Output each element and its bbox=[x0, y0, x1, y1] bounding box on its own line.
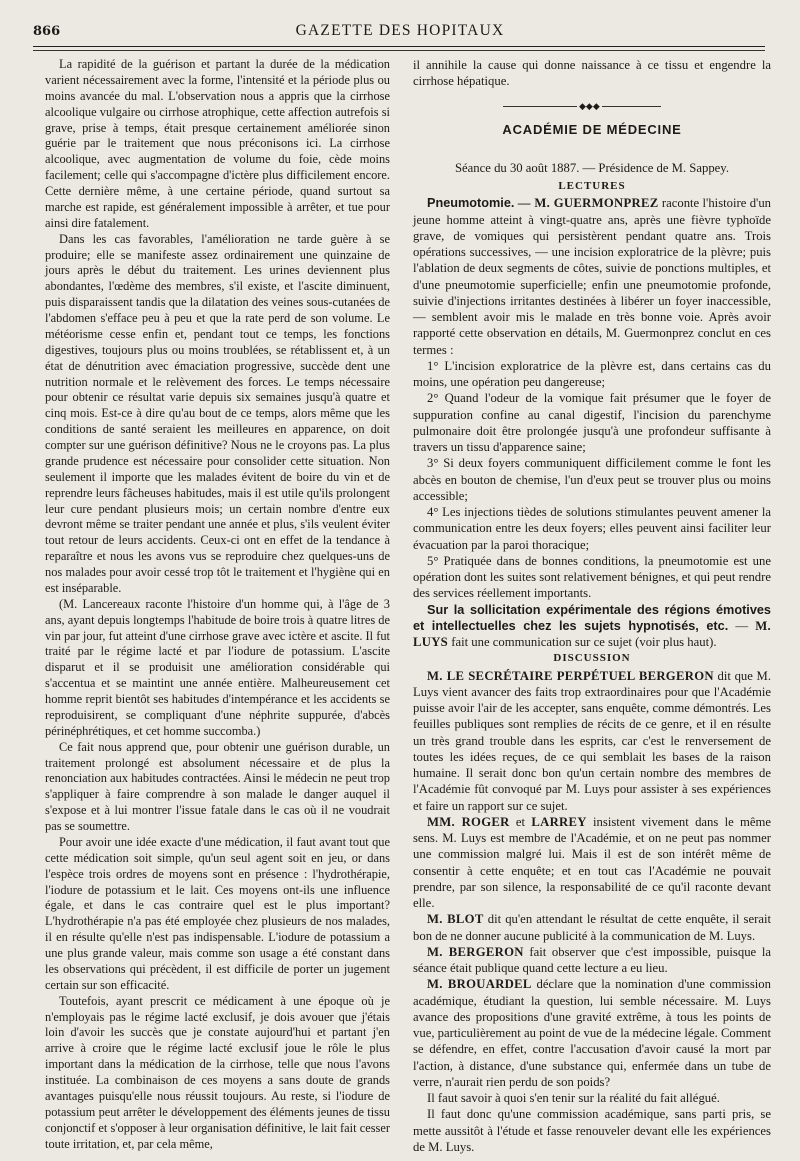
discussion-paragraph bbox=[413, 976, 771, 1090]
paragraph: (M. Lancereaux raconte l'histoire d'un homme qui, à l'âge de 3 ans, ayant depuis longtemps l'habitude de boire trois à quatre litres de vin par jour, fut atteint d'une cirrhose grave avec ictère et ascite. Il fut traité par le régime lacté et par l'iodure de potassium. L'ascite disparut et il se produisit une amélioration considérable qui s'accentua et se maintint une année entière. Malheureusement cet homme reprit bientôt ses habitudes d'intempérance et les accidents se reproduisirent, se compliquant d'une néphrite suppurée, d'abcès périnéphrétiques, et cet homme succomba.) bbox=[45, 596, 390, 738]
continuation-paragraph: il annihile la cause qui donne naissance à ce tissu et engendre la cirrhose hépatique. bbox=[413, 58, 771, 89]
conclusion-item: 3° Si deux foyers communiquent difficilement comme le font les abcès en bouton de chemise, l'un d'eux peut se trouver plus ou moins accessible; bbox=[413, 456, 771, 503]
discussion-text: déclare que la nomination d'une commission académique, étudiant la question, lui semble nécessaire. M. Luys avance des propositions d'une gravité extrême, à tous les points de vue, particulièrement au point de vue de la médecine légale. Comment se défendre, en effet, contre l'accusation d'avoir causé la mort par l'action, à distance, d'une substance qui, enfermée dans un tube de verre, n'aurait rien perdu de son poids? bbox=[413, 977, 771, 1089]
paragraph: Ce fait nous apprend que, pour obtenir une guérison durable, un traitement prolongé est absolument nécessaire et de plus la renonciation aux habitudes contractées. Ainsi le médecin ne peut trop s'appliquer à faire comprendre à son malade le danger auquel il s'expose et à lui montrer l'issue fatale dans le cas où il ne voudrait pas se soumettre. bbox=[45, 739, 390, 833]
header-rule-thin bbox=[33, 50, 765, 51]
discussion-text: fait observer que c'est impossible, puisque la séance était publique quand cette lecture a eu lieu. bbox=[413, 944, 771, 975]
speaker-name: M. BLOT bbox=[427, 912, 484, 927]
running-title: GAZETTE DES HOPITAUX bbox=[295, 22, 505, 39]
speaker-name: MM. ROGER bbox=[427, 814, 510, 829]
pneumotomie-speaker: — M. GUERMONPREZ bbox=[517, 196, 659, 211]
speaker-name: LARREY bbox=[531, 814, 587, 829]
right-column bbox=[413, 57, 771, 1155]
paragraph: Dans les cas favorables, l'amélioration ne tarde guère à se produire; elle se manifeste assez ordinairement une quinzaine de jours après le début du traitement. Les urines deviennent plus abondantes, l'œdème des membres, s'il existe, et l'ascite diminuent, puis disparaissent tandis que la dilatation des veines sous-cutanées de l'abdomen s'efface peu à peu et que la rate perd de son volume. Le météorisme cesse enfin et, pendant tout ce temps, les fonctions digestives, toujours plus ou moins troublées, se rétablissent et, à un état de dénutrition avec émaciation progressive, succède dent une nutrition normale et le relèvement des forces. Le temps nécessaire pour obtenir ce résultat varie depuis six semaines jusqu'à quatre et cinq mois. Est-ce à dire qu'au bout de ce temps, alors même que les conditions de santé seraient les meilleures en apparence, on doit compter sur une guérison définitive? Nous ne le croyons pas. La plus grande prudence est nécessaire pour consolider cette situation. Non seulement il importe que les malades évitent de boire du vin et de reprendre leurs fâcheuses habitudes, mais il est utile qu'ils prolongent leur cure pendant plusieurs mois; un certain nombre d'entre eux devront même se traiter pendant une année et plus, s'ils veulent éviter tout retour de leurs accidents. Ceux-ci ont en effet de la tendance à reparaître et nous les avons vus se reproduire chez quelques-uns de nos malades pour avoir cessé trop tôt le traitement et l'hygiène qui en est inséparable. bbox=[45, 231, 390, 595]
luys-title: Sur la sollicitation expérimentale des régions émotives et intellectuelles chez les sujets hypnotisés, etc. bbox=[413, 602, 771, 633]
discussion-text: dit que M. Luys vient avancer des faits trop extraordinaires pour que l'Académie puisse avoir l'air de les accepter, sans enquête, comme démontrés. Les feuilles publiques sont remplies de récits de ce genre, et il en résulte un très grand trouble dans les esprits, car c'est le renversement de toutes les idées reçues, de ce qui semblait les bases de la raison humaine. Il serait donc bon qu'un certain nombre des membres de l'Académie fût convoqué par M. Luys pour assister à ses expériences et faire un rapport sur ce sujet. bbox=[413, 668, 772, 813]
pneumotomie-paragraph bbox=[413, 195, 771, 358]
session-line: Séance du 30 août 1887. — Présidence de M. Sappey. bbox=[454, 160, 729, 175]
discussion-paragraph bbox=[413, 668, 771, 814]
discussion-paragraph bbox=[413, 911, 771, 944]
speaker-name: M. BERGERON bbox=[427, 944, 524, 959]
luys-speaker: M. LUYS bbox=[413, 618, 771, 649]
paragraph: La rapidité de la guérison et partant la durée de la médication varient nécessairement avec la forme, l'intensité et la période plus ou moins avancée du mal. L'observation nous a appris que la cirrhose alcoolique vulgaire ou cirrhose atrophique, cette affection autrefois si grave, prise à temps, était presque certainement améliorée sinon guérie par le traitement que nous préconisons ici. La cirrhose alcoolique, avec augmentation de volume du foie, cède moins facilement; celle qui s'accompagne d'ictère plus difficilement encore. Cette dernière même, à une certaine période, quand surtout sa marche est rapide, est généralement impossible à arrêter, et tue pour ainsi dire fatalement. bbox=[45, 57, 390, 230]
discussion-text: dit qu'en attendant le résultat de cette enquête, il serait bon de ne donner aucune publicité à la communication de M. Luys. bbox=[413, 912, 771, 943]
section-title: ACADÉMIE DE MÉDECINE bbox=[502, 121, 682, 137]
pneumotomie-title: Pneumotomie. bbox=[427, 196, 515, 211]
discussion-heading: DISCUSSION bbox=[553, 652, 631, 665]
closing-paragraph: Il faut savoir à quoi s'en tenir sur la réalité du fait allégué. bbox=[427, 1091, 720, 1105]
luys-text: fait une communication sur ce sujet (voir plus haut). bbox=[451, 635, 717, 649]
discussion-paragraph bbox=[413, 944, 771, 977]
closing-paragraph: Il faut donc qu'une commission académique, sans parti pris, se mette aussitôt à l'étude et fasse renouveler devant elle les expériences de M. Luys. bbox=[413, 1107, 771, 1154]
speaker-name: M. LE SECRÉTAIRE PERPÉTUEL BERGERON bbox=[427, 668, 714, 683]
section-ornament bbox=[413, 102, 771, 112]
paragraph: Toutefois, ayant prescrit ce médicament à une époque où je n'employais pas le régime lacté exclusif, je dois avouer que j'étais loin d'avoir les succès que je constate aujourd'hui et partant j'en arrive à croire que le régime lacté exclusif joue le rôle le plus important dans la médication de la cirrhose, telle que nous l'avons instituée. La combinaison de ces moyens a sans doute de grands avantages puisqu'elle nous réussit toujours. Au reste, si l'iodure de potassium peut arrêter le développement des éléments jeunes de tissu conjonctif et s'opposer à leur organisation définitive, le lait fait cesser toute irritation, et, par cela même, bbox=[45, 993, 390, 1151]
header-rule bbox=[33, 46, 765, 47]
left-column bbox=[45, 57, 390, 1152]
conclusion-item: 1° L'incision exploratrice de la plèvre est, dans certains cas du moins, une opération peu dangereuse; bbox=[413, 358, 771, 389]
luys-dash: — bbox=[735, 618, 749, 633]
paragraph: Pour avoir une idée exacte d'une médication, il faut avant tout que cette médication soit simple, qu'un seul agent soit en jeu, or dans l'espèce trois ordres de moyens sont en présence : l'hydrothérapie, l'iodure de potassium et le lait. Ces moyens ont-ils une influence égale, et dans le cas contraire quel est le plus important? L'hydrothérapie n'a pas été employée chez plusieurs de nos malades, il en résulte qu'elle n'est pas indispensable. L'iodure de potassium a une plus grande valeur, mais comme son usage a été constant dans les observations qui précèdent, il est difficile de porter un jugement certain sur son efficacité. bbox=[45, 834, 390, 992]
lectures-heading: LECTURES bbox=[558, 180, 626, 192]
pneumotomie-text: raconte l'histoire d'un jeune homme atteint à vingt-quatre ans, après une fièvre typhoïde grave, de vomiques qui persistèrent pendant quatre ans. Trois opérations successives, — une incision exploratrice de la plèvre; puis l'ablation de deux segments de côtes, suivie de ponctions multiples, et d'une pneumotomie superficielle; enfin une pneumotomie profonde, suivie d'injections irritantes destinées à libérer un foyer inaccessible, — semblent avoir mis le malade en très bonne voie. Après avoir rapporté cette observation en détails, M. Guermonprez conclut en ces termes : bbox=[413, 196, 772, 357]
conclusion-item: 5° Pratiquée dans de bonnes conditions, la pneumotomie est une opération dont les suites sont relativement bénignes, et qui peut rendre des services réellement importants. bbox=[413, 553, 771, 601]
conclusion-item: 2° Quand l'odeur de la vomique fait présumer que le foyer de suppuration confine au canal digestif, l'incision du parenchyme pulmonaire doit être prolongée jusqu'à une profondeur suffisante à travers un tissu d'apparence saine; bbox=[413, 391, 771, 454]
discussion-text: insistent vivement dans le même sens. M. Luys est membre de l'Académie, et on ne peut pas nommer une commission malgré lui. Mais il est de son intérêt même de consentir à cette enquête; et en tout cas l'Académie ne pouvait prendre, par son silence, la responsabilité de ce qu'il raconte devant elle. bbox=[413, 814, 772, 910]
luys-paragraph bbox=[413, 602, 771, 651]
speaker-name: M. BROUARDEL bbox=[427, 977, 532, 992]
conclusion-item: 4° Les injections tièdes de solutions stimulantes peuvent amener la communication entre les deux foyers; elles peuvent ainsi faciliter leur évacuation par la paroi thoracique; bbox=[413, 505, 771, 552]
page-number: 866 bbox=[33, 24, 61, 39]
speaker-connector: et bbox=[515, 814, 526, 829]
ornament-glyph: ◆◆◆ bbox=[579, 100, 600, 111]
discussion-paragraph bbox=[413, 814, 771, 912]
